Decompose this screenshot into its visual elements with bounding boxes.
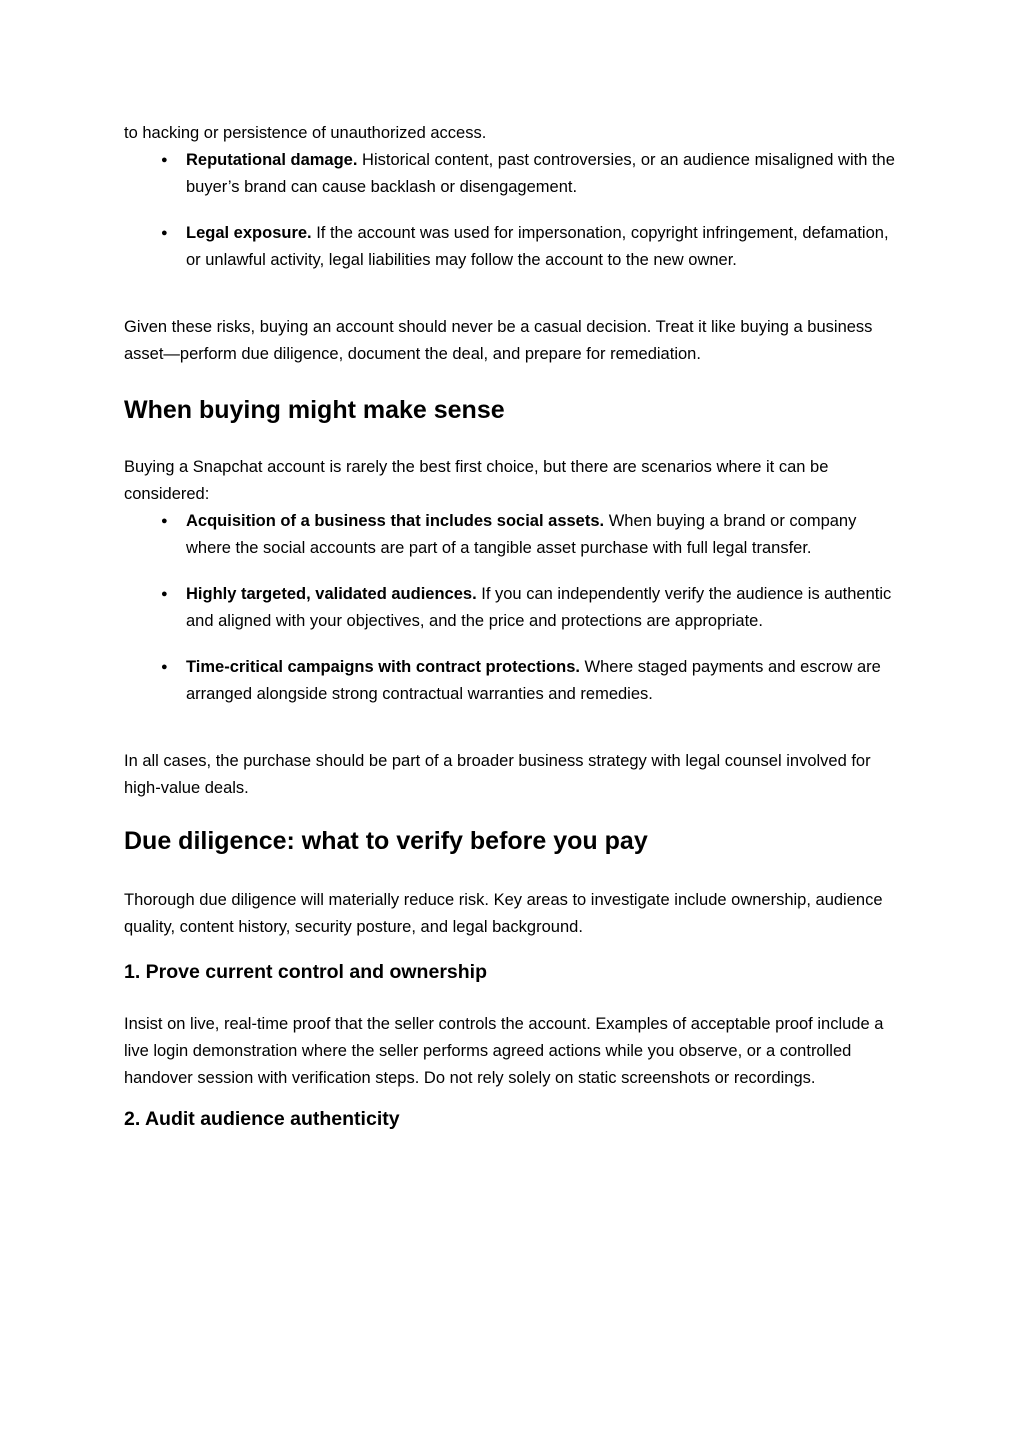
bullet-body-text: When buying a brand or company where the social accounts are part of a tangible asset purchase with full legal transfer. bbox=[186, 512, 857, 557]
bullet-lead-bold: Highly targeted, validated audiences. bbox=[186, 585, 477, 603]
risk-bullet-list bbox=[124, 147, 900, 274]
bullet-item-targeted-audiences bbox=[186, 581, 900, 635]
bullet-lead-bold: Acquisition of a business that includes social assets. bbox=[186, 512, 605, 530]
bullet-item-legal-exposure bbox=[186, 220, 900, 274]
paragraph-prove-control-body: Insist on live, real-time proof that the seller controls the account. Examples of acceptable proof include a live login demonstration where the seller performs agreed actions while you observe, or a controlled handover session with verification steps. Do not rely solely on static screenshots or recordings. bbox=[124, 1015, 884, 1087]
paragraph-risk-fragment: to hacking or persistence of unauthorized access. bbox=[124, 124, 487, 142]
bullet-item-acquisition bbox=[186, 508, 900, 562]
section-heading-due-diligence: Due diligence: what to verify before you pay bbox=[124, 827, 648, 855]
subheading-prove-control: 1. Prove current control and ownership bbox=[124, 961, 487, 983]
section-heading-when-buying: When buying might make sense bbox=[124, 396, 505, 424]
paragraph-section1-intro: Buying a Snapchat account is rarely the best first choice, but there are scenarios where it can be considered: bbox=[124, 458, 829, 503]
bullet-body-text: If the account was used for impersonation, copyright infringement, defamation, or unlawful activity, legal liabilities may follow the account to the new owner. bbox=[186, 224, 889, 269]
paragraph-section1-conclusion: In all cases, the purchase should be part of a broader business strategy with legal counsel involved for high-value deals. bbox=[124, 752, 871, 797]
bullet-lead-bold: Reputational damage. bbox=[186, 151, 358, 169]
bullet-body-text: Historical content, past controversies, or an audience misaligned with the buyer’s brand can cause backlash or disengagement. bbox=[186, 151, 895, 196]
subheading-audit-audience: 2. Audit audience authenticity bbox=[124, 1108, 400, 1130]
bullet-lead-bold: Legal exposure. bbox=[186, 224, 312, 242]
bullet-body-text: If you can independently verify the audience is authentic and aligned with your objectives, and the price and protections are appropriate. bbox=[186, 585, 892, 630]
bullet-item-reputational-damage bbox=[186, 147, 900, 201]
paragraph-risk-conclusion: Given these risks, buying an account should never be a casual decision. Treat it like buying a business asset—perform due diligence, document the deal, and prepare for remediation. bbox=[124, 318, 873, 363]
bullet-lead-bold: Time-critical campaigns with contract protections. bbox=[186, 658, 580, 676]
scenario-bullet-list bbox=[124, 508, 900, 708]
bullet-item-time-critical bbox=[186, 654, 900, 708]
bullet-body-text: Where staged payments and escrow are arranged alongside strong contractual warranties and remedies. bbox=[186, 658, 881, 703]
paragraph-section2-intro: Thorough due diligence will materially reduce risk. Key areas to investigate include ownership, audience quality, content history, security posture, and legal background. bbox=[124, 891, 883, 936]
